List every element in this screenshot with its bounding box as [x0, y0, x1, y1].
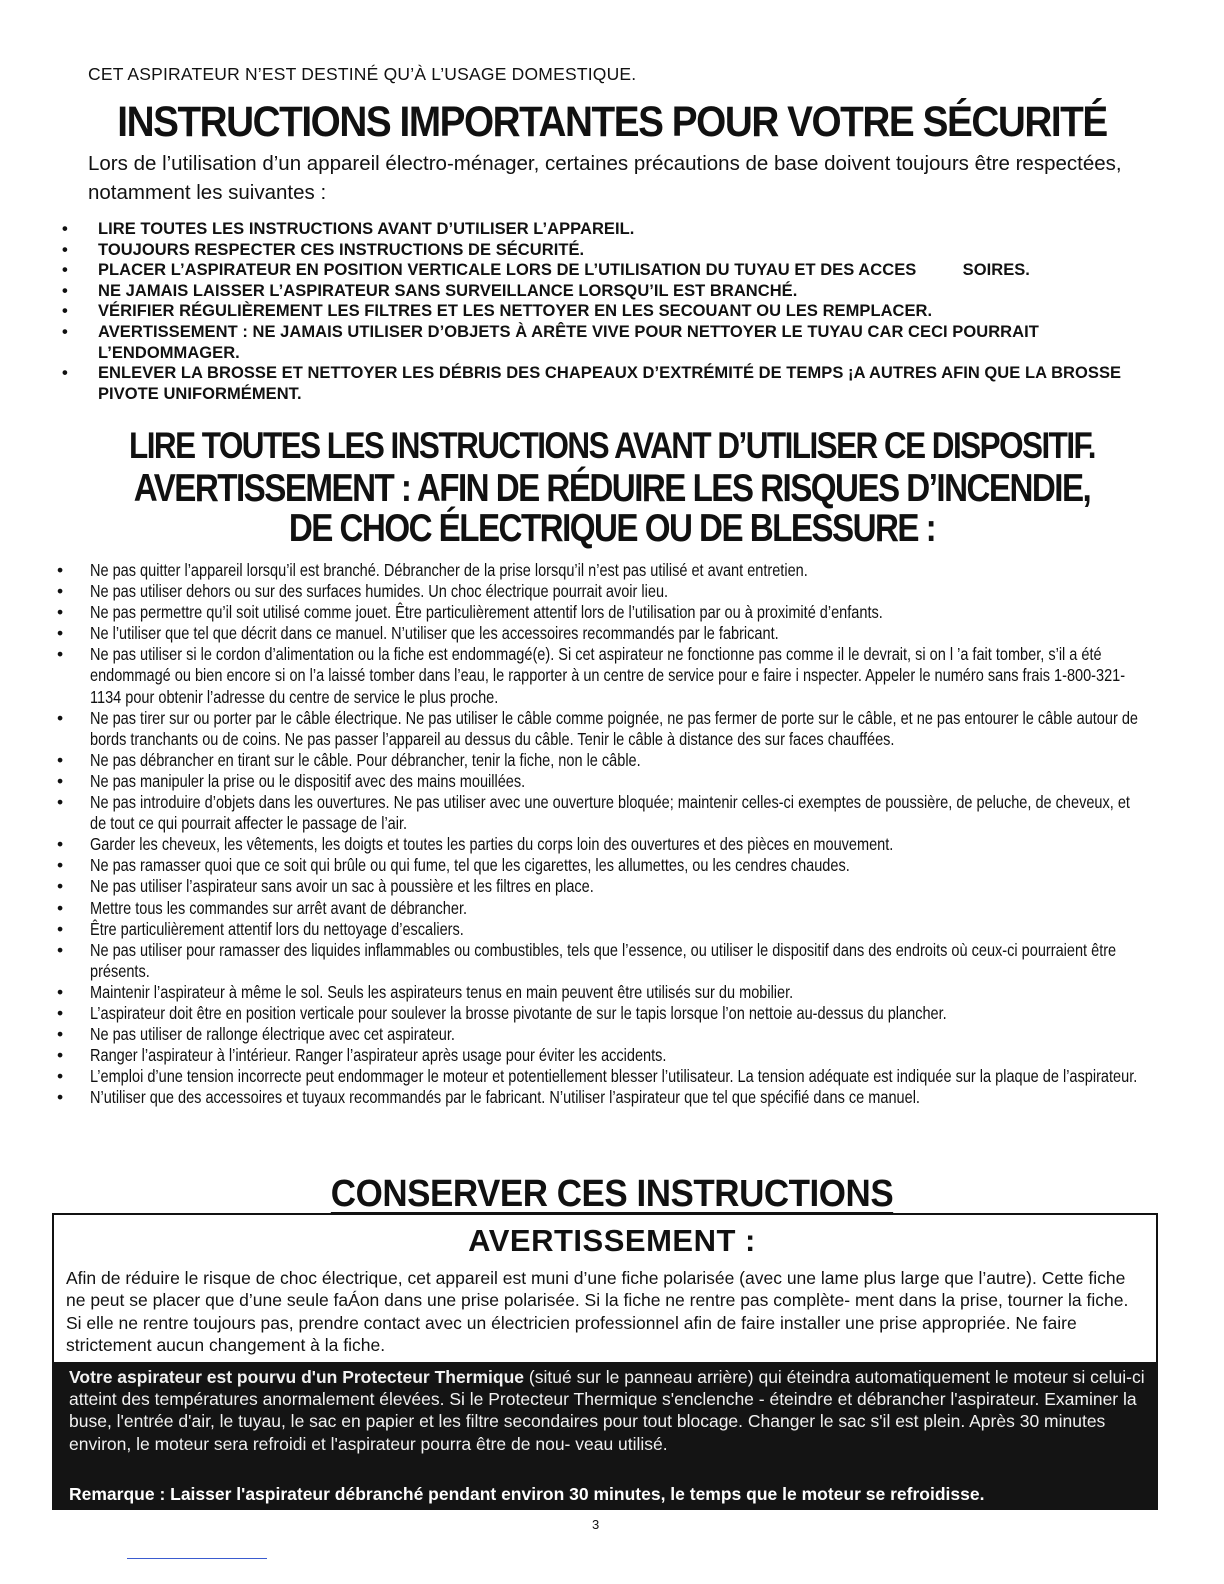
warning-box-title: AVERTISSEMENT :: [468, 1223, 756, 1258]
list-item-text: N’utiliser que des accessoires et tuyaux recommandés par le fabricant. N’utiliser l’aspirateur que tel que spécifié dans ce manuel.: [90, 1087, 920, 1108]
intro-paragraph: Lors de l’utilisation d’un appareil électro-ménager, certaines précautions de base doivent toujours être respectées, notamment les suivantes :: [88, 152, 1122, 204]
bullet-icon: •: [57, 855, 64, 876]
list-item: [62, 260, 1152, 281]
list-item: [57, 560, 1197, 581]
bullet-icon: •: [62, 364, 68, 383]
list-item-text: TOUJOURS RESPECTER CES INSTRUCTIONS DE SÉCURITÉ.: [98, 240, 585, 259]
bullet-icon: •: [62, 220, 68, 238]
list-item-text: Ne pas utiliser l’aspirateur sans avoir un sac à poussière et les filtres en place.: [90, 876, 594, 897]
bullet-icon: •: [62, 261, 68, 280]
bullet-icon: •: [62, 302, 68, 321]
list-item: [57, 623, 1197, 644]
list-item: [57, 876, 1197, 897]
list-item-text: Ne pas manipuler la prise ou le dispositif avec des mains mouillées.: [90, 770, 526, 791]
bullet-icon: •: [62, 240, 68, 259]
list-item-text: Ne pas ramasser quoi que ce soit qui brûle ou qui fume, tel que les cigarettes, les allumettes, ou les cendres chaudes.: [90, 855, 850, 876]
list-item: [57, 1003, 1197, 1024]
list-item-text: Ne l’utiliser que tel que décrit dans ce manuel. N’utiliser que les accessoires recommandés par le fabricant.: [90, 623, 779, 644]
list-item-text: NE JAMAIS LAISSER L’ASPIRATEUR SANS SURVEILLANCE LORSQU’IL EST BRANCHÉ.: [98, 281, 798, 300]
list-item-text: Ranger l’aspirateur à l’intérieur. Ranger l’aspirateur après usage pour éviter les accidents.: [90, 1045, 667, 1066]
list-item: [57, 708, 1197, 750]
list-item: [57, 898, 1197, 919]
list-item: [57, 1024, 1197, 1045]
list-item-text: Ne pas permettre qu’il soit utilisé comme jouet. Être particulièrement attentif lors de l’utilisation par ou à proximité d’enfants.: [90, 602, 883, 623]
polarized-plug-text: Afin de réduire le risque de choc électrique, cet appareil est muni d’une fiche polarisée (avec une lame plus large que l’autre). Cette fiche ne peut se placer que d’une seule faÁon dans une prise polarisée. Si la fiche ne rentre pas complète- ment dans la prise, tourner la fiche. Si elle ne rentre toujours pas, prendre contact avec un électricien professionnel afin de faire installer une prise appropriée. Ne faire strictement aucun changement à la fiche.: [66, 1268, 1129, 1355]
bullet-icon: •: [57, 834, 64, 855]
thermal-protector-text: [69, 1366, 1149, 1455]
list-item-text: Ne pas quitter l’appareil lorsqu’il est branché. Débrancher de la prise lorsqu’il n’est pas utilisé et avant entretien.: [90, 560, 808, 580]
list-item: [57, 940, 1197, 982]
list-item-text: Ne pas utiliser dehors ou sur des surfaces humides. Un choc électrique pourrait avoir lieu.: [90, 581, 669, 602]
list-item-text: Mettre tous les commandes sur arrêt avant de débrancher.: [90, 897, 468, 918]
warning-heading-line-2: DE CHOC ÉLECTRIQUE OU DE BLESSURE :: [288, 507, 936, 550]
bullet-icon: •: [57, 749, 64, 770]
basic-precautions-list: [62, 219, 1152, 404]
list-item-text: Ne pas utiliser si le cordon d’alimentation ou la fiche est endommagé(e). Si cet aspirateur ne fonctionne pas comme il le devrait, si on l ’a fait tomber, s’il a été endommagé ou bien encore si on l’a laissé tomber dans l’eau, le rapporter à un centre de service pour e faire i nspecter. Appeler le numéro sans frais 1-800-321-1134 pour obtenir l’adresse du centre de service le plus proche.: [90, 644, 1126, 707]
list-item: [57, 1087, 1197, 1108]
list-item: [57, 982, 1197, 1003]
list-item: [57, 919, 1197, 940]
list-item: [62, 219, 1152, 240]
list-item: [62, 363, 1152, 404]
save-instructions-heading: CONSERVER CES INSTRUCTIONS: [330, 1173, 894, 1215]
list-item-text: PLACER L’ASPIRATEUR EN POSITION VERTICALE LORS DE L’UTILISATION DU TUYAU ET DES ACCES SOIRES.: [98, 261, 1030, 280]
list-item-text: Être particulièrement attentif lors du nettoyage d’escaliers.: [90, 918, 464, 939]
main-title: INSTRUCTIONS IMPORTANTES POUR VOTRE SÉCURITÉ: [117, 98, 1107, 146]
bullet-icon: •: [57, 792, 64, 813]
bullet-icon: •: [57, 897, 64, 918]
list-item: [62, 281, 1152, 302]
list-item: [57, 855, 1197, 876]
list-item: [62, 322, 1152, 363]
thermal-protector-lead: Votre aspirateur est pourvu d'un Protecteur Thermique: [69, 1367, 525, 1387]
list-item-text: Maintenir l’aspirateur à même le sol. Seuls les aspirateurs tenus en main peuvent être utilisés sur du mobilier.: [90, 981, 794, 1002]
bullet-icon: •: [57, 623, 64, 644]
bullet-icon: •: [57, 1024, 64, 1045]
list-item-text: Garder les cheveux, les vêtements, les doigts et toutes les parties du corps loin des ouvertures et des pièces en mouvement.: [90, 834, 894, 855]
bullet-icon: •: [57, 602, 64, 623]
safety-instructions-list: [57, 560, 1197, 1108]
list-item: [57, 581, 1197, 602]
list-item: [57, 771, 1197, 792]
bullet-icon: •: [57, 644, 64, 665]
list-item: [57, 750, 1197, 771]
bullet-icon: •: [57, 707, 64, 728]
bullet-icon: •: [62, 281, 68, 300]
bullet-icon: •: [57, 1002, 64, 1023]
bullet-icon: •: [57, 981, 64, 1002]
list-item: [57, 1045, 1197, 1066]
read-all-instructions-heading: LIRE TOUTES LES INSTRUCTIONS AVANT D’UTILISER CE DISPOSITIF.: [129, 425, 1095, 466]
bullet-icon: •: [62, 322, 68, 341]
bullet-icon: •: [57, 1066, 64, 1087]
list-item-text: Ne pas tirer sur ou porter par le câble électrique. Ne pas utiliser le câble comme poignée, ne pas fermer de porte sur le câble, et ne pas entourer le câble autour de bords tranchants ou de coins. Ne pas passer l’appareil au dessus du câble. Tenir le câble à distance des sur faces chauffées.: [90, 707, 1138, 749]
list-item-text: LIRE TOUTES LES INSTRUCTIONS AVANT D’UTILISER L’APPAREIL.: [98, 220, 635, 238]
list-item: [57, 792, 1197, 834]
list-item: [57, 602, 1197, 623]
bullet-icon: •: [57, 770, 64, 791]
list-item: [57, 644, 1197, 707]
footer-rule: [127, 1558, 267, 1559]
list-item: [62, 240, 1152, 261]
thermal-remark: Remarque : Laisser l'aspirateur débranché pendant environ 30 minutes, le temps que le moteur se refroidisse.: [69, 1484, 985, 1504]
list-item-text: ENLEVER LA BROSSE ET NETTOYER LES DÉBRIS DES CHAPEAUX D’EXTRÉMITÉ DE TEMPS ¡A AUTRES AFIN QUE LA BROSSE PIVOTE UNIFORMÉMENT.: [98, 364, 1122, 403]
bullet-icon: •: [57, 581, 64, 602]
list-item-text: L’aspirateur doit être en position verticale pour soulever la brosse pivotante de sur le tapis lorsque l’on nettoie au-dessus du plancher.: [90, 1002, 947, 1023]
list-item-text: VÉRIFIER RÉGULIÈREMENT LES FILTRES ET LES NETTOYER EN LES SECOUANT OU LES REMPLACER.: [98, 302, 933, 321]
list-item-text: L’emploi d’une tension incorrecte peut endommager le moteur et potentiellement blesser l’utilisateur. La tension adéquate est indiquée sur la plaque de l’aspirateur.: [90, 1066, 1138, 1087]
list-item: [57, 834, 1197, 855]
list-item-text: AVERTISSEMENT : NE JAMAIS UTILISER D’OBJETS À ARÊTE VIVE POUR NETTOYER LE TUYAU CAR CECI POURRAIT L’ENDOMMAGER.: [98, 322, 1039, 362]
list-item-text: Ne pas utiliser pour ramasser des liquides inflammables ou combustibles, tels que l’essence, ou utiliser le dispositif dans des endroits où ceux-ci pourraient être présents.: [90, 939, 1117, 981]
list-item-text: Ne pas débrancher en tirant sur le câble. Pour débrancher, tenir la fiche, non le câble.: [90, 749, 641, 770]
list-item-text: Ne pas utiliser de rallonge électrique avec cet aspirateur.: [90, 1024, 455, 1045]
page-number: 3: [592, 1517, 600, 1532]
list-item: [62, 301, 1152, 322]
bullet-icon: •: [57, 918, 64, 939]
warning-heading-line-1: AVERTISSEMENT : AFIN DE RÉDUIRE LES RISQUES D’INCENDIE,: [133, 467, 1091, 510]
bullet-icon: •: [57, 1045, 64, 1066]
list-item: [57, 1066, 1197, 1087]
bullet-icon: •: [57, 876, 64, 897]
bullet-icon: •: [57, 939, 64, 960]
household-use-note: CET ASPIRATEUR N’EST DESTINÉ QU’À L’USAGE DOMESTIQUE.: [88, 64, 637, 84]
bullet-icon: •: [57, 1087, 64, 1108]
list-item-text: Ne pas introduire d’objets dans les ouvertures. Ne pas utiliser avec une ouverture bloquée; maintenir celles-ci exemptes de poussière, de peluche, de cheveux, et de tout ce qui pourrait affecter le passage de l’air.: [90, 792, 1130, 834]
thermal-protector-body: (situé sur le panneau arrière) qui éteindra automatiquement le moteur si celui-ci atteint des températures anormalement élevées. Si le Protecteur Thermique s'enclenche - éteindre et débrancher l'aspirateur. Examiner la buse, l'entrée d'air, le tuyau, le sac en papier et les filtre secondaires pour tout blocage. Changer le sac s'il est plein. Après 30 minutes environ, le moteur sera refroidi et l'aspirateur pourra être de nou- veau utilisé.: [69, 1367, 1145, 1454]
bullet-icon: •: [57, 560, 64, 580]
